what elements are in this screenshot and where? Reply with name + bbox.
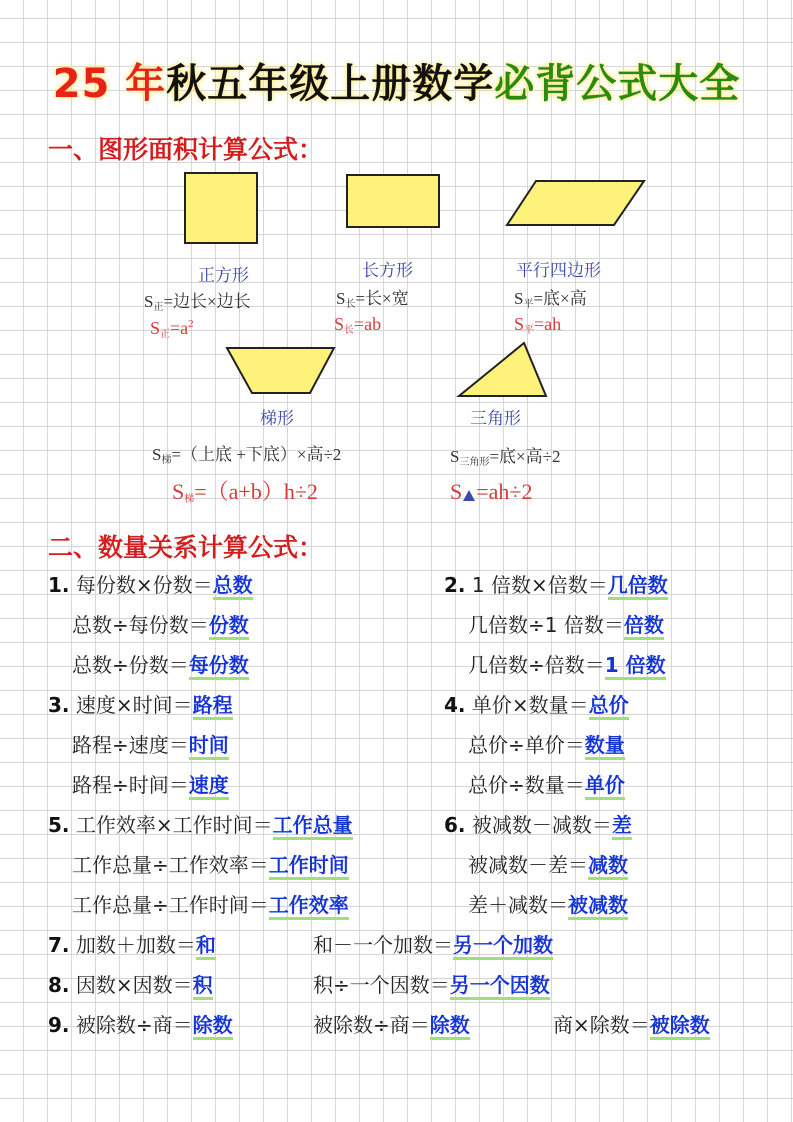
relation-9b: 被除数÷商＝除数 [313,1009,470,1038]
square-formula-short: $S_正=a^2$ [150,318,194,340]
square-shape [184,172,258,244]
relation-1a: 1. 每份数×份数＝总数 [48,569,253,598]
rectangle-formula-short: $S_长=ab$ [334,314,382,336]
page-title [0,52,793,109]
relation-9c: 商×除数＝被除数 [553,1009,710,1038]
square-formula: $S_正=$边长×边长 [144,292,251,313]
relation-5b: 工作总量÷工作效率＝工作时间 [72,849,349,878]
square-label: 正方形 [198,266,249,286]
triangle-label: 三角形 [470,409,521,429]
parallelogram-label: 平行四边形 [516,261,601,281]
relation-4b: 总价÷单价＝数量 [468,729,625,758]
triangle-formula: $S_{三角形}=$底×高÷2 [450,447,561,468]
parallelogram-shape [506,180,646,226]
triangle-shape [458,342,548,398]
relation-6a: 6. 被减数－减数＝差 [444,809,632,838]
relation-2b: 几倍数÷1 倍数＝倍数 [468,609,664,638]
relation-7a: 7. 加数＋加数＝和 [48,929,216,958]
title-part2: 秋五年级上册数学 [166,61,495,107]
relation-6c: 差＋减数＝被减数 [468,889,628,918]
section1-heading: 一、图形面积计算公式： [48,135,324,164]
rectangle-shape [346,174,440,228]
relation-3a: 3. 速度×时间＝路程 [48,689,233,718]
relation-6b: 被减数－差＝减数 [468,849,628,878]
relation-3b: 路程÷速度＝时间 [72,729,229,758]
relation-4a: 4. 单价×数量＝总价 [444,689,629,718]
relation-2c: 几倍数÷倍数＝1 倍数 [468,649,666,678]
triangle-formula-short: S =ah÷2 [450,479,533,507]
title-part1: 25 年 [52,61,167,107]
section2-heading: 二、数量关系计算公式： [48,533,324,562]
relation-3c: 路程÷时间＝速度 [72,769,229,798]
parallelogram-formula-short: $S_平=ah$ [514,314,562,336]
relation-1c: 总数÷份数＝每份数 [72,649,249,678]
trapezoid-formula-short: $S_梯=(a+b)h\div 2$ [172,479,318,505]
trapezoid-label: 梯形 [260,409,294,429]
relation-2a: 2. 1 倍数×倍数＝几倍数 [444,569,668,598]
relation-5c: 工作总量÷工作时间＝工作效率 [72,889,349,918]
title-part3: 必背公式大全 [494,61,741,107]
trapezoid-shape [226,347,336,395]
relation-5a: 5. 工作效率×工作时间＝工作总量 [48,809,353,838]
relation-9a: 9. 被除数÷商＝除数 [48,1009,233,1038]
relation-8b: 积÷一个因数＝另一个因数 [313,969,550,998]
relation-7b: 和－一个加数＝另一个加数 [313,929,553,958]
relation-4c: 总价÷数量＝单价 [468,769,625,798]
trapezoid-formula: $S_梯=$（上底 +下底）×高÷2 [152,445,342,466]
relation-1b: 总数÷每份数＝份数 [72,609,249,638]
parallelogram-formula: $S_平=$底×高 [514,289,587,310]
relation-8a: 8. 因数×因数＝积 [48,969,213,998]
triangle-small-icon [463,481,475,507]
rectangle-label: 长方形 [362,261,413,281]
rectangle-formula: $S_长=$长×宽 [336,289,409,310]
